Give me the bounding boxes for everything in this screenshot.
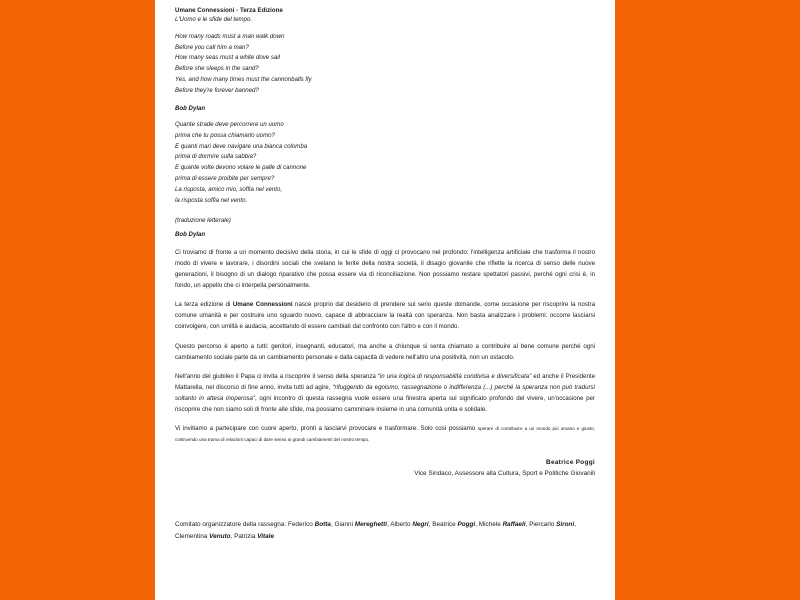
spacer xyxy=(175,239,595,248)
committee-member-first-name: Alberto xyxy=(390,520,413,528)
poem-line: Before she sleeps in the sand? xyxy=(175,65,259,73)
committee-member-separator: , xyxy=(330,520,335,528)
poem-line: E quanti mari deve navigare una bianca colomba xyxy=(175,142,308,150)
body-paragraph-4 xyxy=(175,372,595,416)
poem-line: Before you call him a man? xyxy=(175,43,249,51)
spacer xyxy=(175,113,595,120)
committee-member-first-name: Federico xyxy=(287,520,315,528)
poem-line: Yes, and how many times must the cannonballs fly xyxy=(175,76,312,84)
committee-member-last-name: Mereghetti xyxy=(354,520,388,528)
committee-member-last-name: Botta xyxy=(314,520,331,528)
committee-section xyxy=(175,519,595,543)
page-title: Umane Connessioni - Terza Edizione xyxy=(175,7,283,14)
paragraph-text: Ci troviamo di fronte a un momento decisivo della storia, in cui le sfide di oggi ci provocano nel profondo: l'intelligenza artificiale che trasforma il nostro modo di vivere e lavorare, i disordini sociali che svelano le ferite della nostra società, il disagio giovanile che riflette la ricerca di senso delle nuove generazioni, il bisogno di un dialogo riparativo che possa essere via di riconciliazione. Non possiamo restare spettatori passivi, perché ogni crisi è, in fondo, un appello che ci interpella personalmente. xyxy=(175,248,595,289)
paragraph-text-small: sperare di contribuire a un mondo più umano e giusto, costruendo una trama di relazioni capaci di dare senso ai grandi cambiamenti del nostro tempo. xyxy=(175,426,596,443)
paragraph-text: La terza edizione di xyxy=(175,301,233,309)
poem-line: prima di essere proibite per sempre? xyxy=(175,175,275,183)
committee-member-separator: , xyxy=(574,520,576,528)
poem-line: E quante volte devono volare le palle di cannone xyxy=(175,164,307,172)
page-subtitle: L'Uomo e le sfide del tempo. xyxy=(175,15,253,23)
committee-member-first-name: Clementina xyxy=(175,532,210,540)
committee-member-last-name: Raffaeli xyxy=(502,520,526,528)
signature-block xyxy=(175,458,595,480)
signature-role: Vice Sindaco, Assessore alla Cultura, Sport e Politiche Giovanili xyxy=(414,470,595,478)
spacer xyxy=(175,97,595,104)
document-page xyxy=(155,0,615,600)
committee-member-first-name: Piercarlo xyxy=(529,520,557,528)
poem-line: How many roads must a man walk down xyxy=(175,32,285,40)
paragraph-text: Nell'anno del giubileo il Papa ci invita a riscoprire il senso della speranza xyxy=(175,372,378,380)
poem-italian-author: Bob Dylan xyxy=(175,230,206,238)
poem-english xyxy=(175,32,595,97)
committee-intro: Comitato organizzatore della rassegna: xyxy=(175,520,288,528)
body-paragraph-1 xyxy=(175,248,595,292)
poem-line: La risposta, amico mio, soffia nel vento, xyxy=(175,185,283,193)
committee-member-separator: , xyxy=(428,520,433,528)
committee-member-last-name: Venuto xyxy=(209,532,231,540)
committee-member-first-name: Beatrice xyxy=(432,520,458,528)
spacer xyxy=(175,207,595,216)
committee-member-last-name: Sironi xyxy=(556,520,575,528)
spacer xyxy=(175,25,595,32)
committee-member-separator: , xyxy=(525,520,530,528)
signature-name: Beatrice Poggi xyxy=(546,459,595,467)
poem-line: Quante strade deve percorrere un uomo xyxy=(175,120,284,128)
committee-member-first-name: Gianni xyxy=(334,520,355,528)
paragraph-text: Vi invitiamo a partecipare con cuore aperto, pronti a lasciarvi provocare e trasformare. Solo così possiamo xyxy=(175,425,478,433)
poem-line: Before they're forever banned? xyxy=(175,86,259,94)
paragraph-text: ed anche il Presidente Mattarella, nel discorso di fine anno, invita tutti ad agire, xyxy=(175,372,595,391)
poem-line: How many seas must a white dove sail xyxy=(175,54,280,62)
committee-member-separator: , xyxy=(230,532,235,540)
paragraph-text: , ogni incontro di questa rassegna vuole essere una finestra aperta sul significato profondo del vivere, un'occasione per riscoprire che non siamo soli di fronte alle sfide, ma possiamo camminare insieme in una comunità unita e solidale. xyxy=(175,394,595,413)
body-paragraph-5 xyxy=(175,424,595,446)
committee-member-last-name: Poggi xyxy=(457,520,476,528)
poem-line: prima che tu possa chiamarlo uomo? xyxy=(175,131,275,139)
president-quote: “rifuggendo da egoismo, rassegnazione o indifferenza (...) perché la speranza non può tradursi soltanto in attesa inoperosa” xyxy=(175,383,595,402)
poem-line: prima di dormire sulla sabbia? xyxy=(175,153,257,161)
body-paragraph-3 xyxy=(175,342,595,364)
poem-line: la risposta soffia nel vento. xyxy=(175,196,248,204)
paragraph-text: nasce proprio dal desiderio di prendere sul serio queste domande, come occasione per riscoprire la nostra comune umanità e per costruire uno sguardo nuovo, capace di abbracciare la realtà con speranza. Non basta analizzare i problemi: occorre lasciarsi coinvolgere, con umiltà e audacia, accettando di essere cambiati dal confronto con l'altro e con il mondo. xyxy=(175,301,596,331)
poem-italian xyxy=(175,120,595,207)
committee-member-separator: , xyxy=(387,520,391,528)
body-paragraph-2 xyxy=(175,300,595,333)
committee-member-separator: , xyxy=(475,520,479,528)
committee-member-first-name: Patrizia xyxy=(234,532,258,540)
committee-member-last-name: Vitale xyxy=(257,532,275,540)
committee-member-first-name: Michele xyxy=(478,520,503,528)
pope-quote: “in una logica di responsabilità condivisa e diversificata” xyxy=(377,372,532,380)
committee-member-last-name: Negri xyxy=(412,520,429,528)
event-name-emphasis: Umane Connessioni xyxy=(232,301,293,309)
poem-english-author: Bob Dylan xyxy=(175,104,206,112)
translation-note: (traduzione letterale) xyxy=(175,216,231,224)
paragraph-text: Questo percorso è aperto a tutti: genitori, insegnanti, educatori, ma anche a chiunque si senta chiamato a contribuire al bene comune perché ogni cambiamento sociale parte da un cambiamento personale e dalla capacità di vedere nell'altro una positività, non un ostacolo. xyxy=(175,342,595,361)
